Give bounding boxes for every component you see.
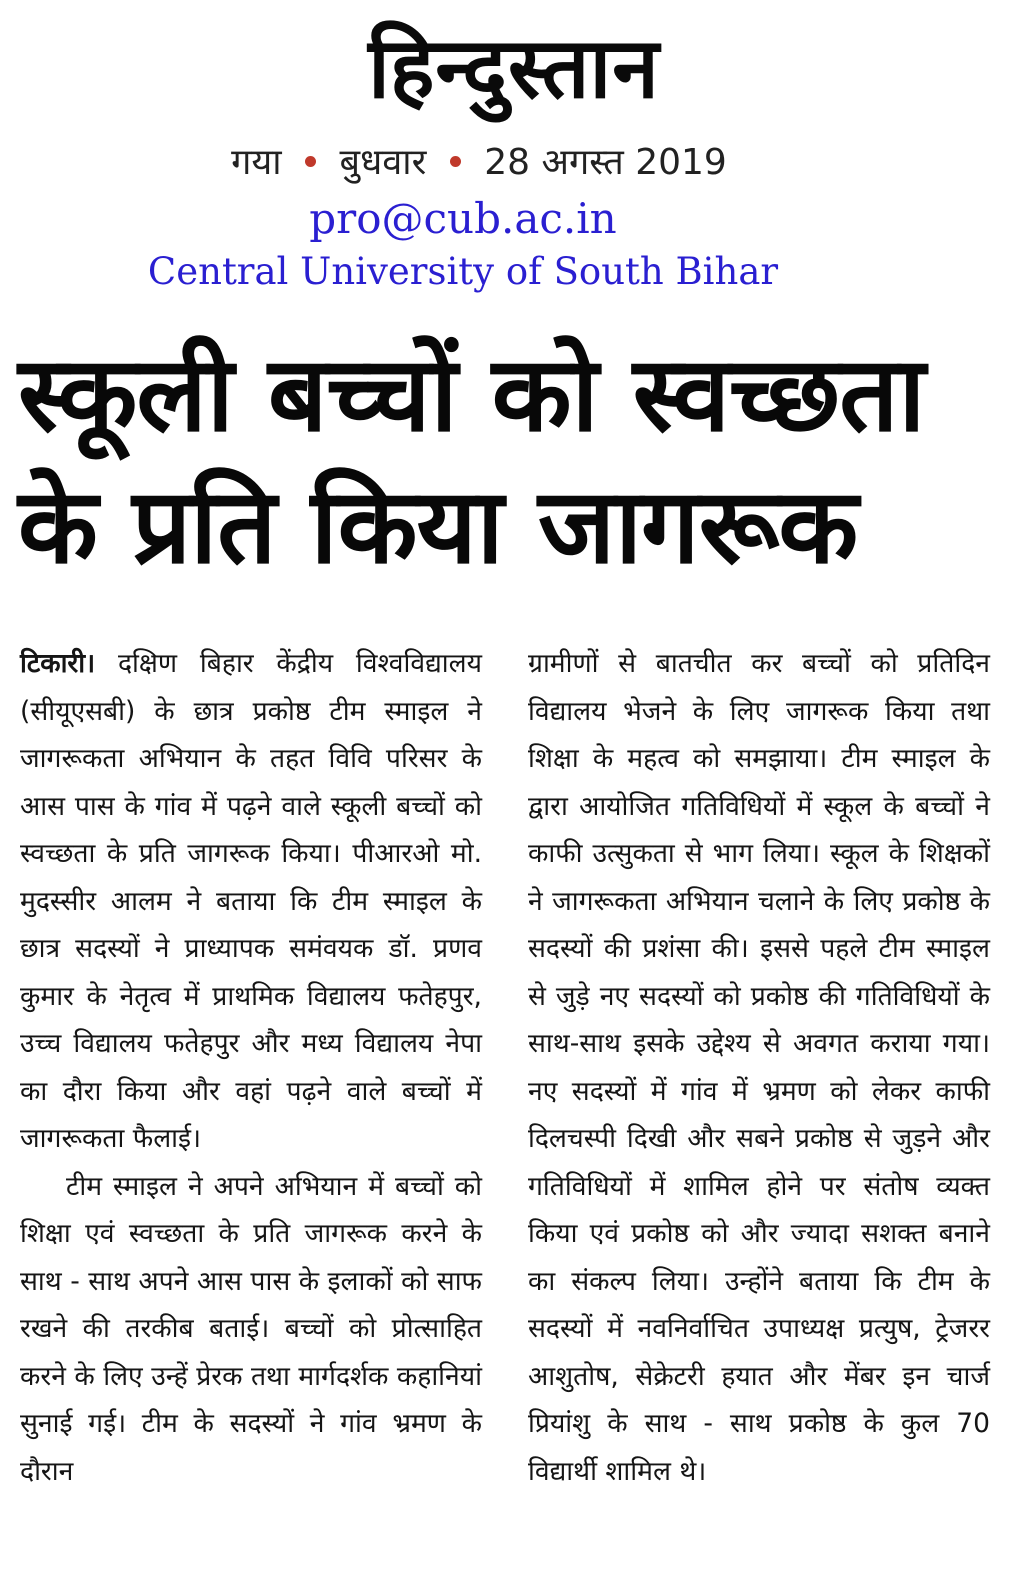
article-column-right — [528, 640, 990, 1495]
article-paragraph-1 — [20, 640, 482, 1163]
dateline — [0, 140, 958, 186]
dateline-date: 28 अगस्त 2019 — [484, 142, 727, 183]
article-column-left — [20, 640, 482, 1495]
dateline-city: गया — [231, 142, 282, 183]
bullet-dot-icon — [305, 156, 316, 167]
contact-email: pro@cub.ac.in — [309, 194, 617, 243]
headline-line-1: स्कूली बच्चों को स्वच्छता — [18, 333, 925, 455]
dateline-day: बुधवार — [339, 142, 427, 183]
article-paragraph-2: टीम स्माइल ने अपने अभियान में बच्चों को शिक्षा एवं स्वच्छता के प्रति जागरूक करने के साथ - साथ अपने आस पास के इलाकों को साफ रखने की तरकीब बताई। बच्चों को प्रोत्साहित करने के लिए उन्हें प्रेरक तथा मार्गदर्शक कहानियां सुनाई गई। टीम के सदस्यों ने गांव भ्रमण के दौरान — [20, 1170, 482, 1487]
article-paragraph-3: ग्रामीणों से बातचीत कर बच्चों को प्रतिदिन विद्यालय भेजने के लिए जागरूक किया तथा शिक्षा के महत्व को समझाया। टीम स्माइल के द्वारा आयोजित गतिविधियों में स्कूल के बच्चों ने काफी उत्सुकता से भाग लिया। स्कूल के शिक्षकों ने जागरूकता अभियान चलाने के लिए प्रकोष्ठ के सदस्यों की प्रशंसा की। इससे पहले टीम स्माइल से जुड़े नए सदस्यों को प्रकोष्ठ की गतिविधियों के साथ-साथ इसके उद्देश्य से अवगत कराया गया। नए सदस्यों में गांव में भ्रमण को लेकर काफी दिलचस्पी दिखी और सबने प्रकोष्ठ से जुड़ने और गतिविधियों में शामिल होने पर संतोष व्यक्त किया एवं प्रकोष्ठ को और ज्यादा सशक्त बनाने का संकल्प लिया। उन्होंने बताया कि टीम के सदस्यों में नवनिर्वाचित उपाध्यक्ष प्रत्युष, ट्रेजरर आशुतोष, सेक्रेटरी हयात और मेंबर इन चार्ज प्रियांशु के साथ - साथ प्रकोष्ठ के कुल 70 विद्यार्थी शामिल थे। — [528, 648, 990, 1487]
bullet-dot-icon — [450, 156, 461, 167]
article-paragraph-1-text: दक्षिण बिहार केंद्रीय विश्वविद्यालय (सीयूएसबी) के छात्र प्रकोष्ठ टीम स्माइल ने जागरूकता अभियान के तहत विवि परिसर के आस पास के गांव में पढ़ने वाले स्कूली बच्चों को स्वच्छता के प्रति जागरूक किया। पीआरओ मो. मुदस्सीर आलम ने बताया कि टीम स्माइल के छात्र सदस्यों ने प्राध्यापक समंवयक डॉ. प्रणव कुमार के नेतृत्व में प्राथमिक विद्यालय फतेहपुर, उच्च विद्यालय फतेहपुर और मध्य विद्यालय नेपा का दौरा किया और वहां पढ़ने वाले बच्चों में जागरूकता फैलाई। — [20, 648, 482, 1154]
university-name: Central University of South Bihar — [147, 250, 779, 293]
newspaper-masthead: हिन्दुस्तान — [368, 19, 660, 117]
article-headline — [18, 328, 998, 592]
headline-line-2: के प्रति किया जागरूक — [18, 465, 858, 587]
article-place: टिकारी। — [20, 648, 96, 679]
